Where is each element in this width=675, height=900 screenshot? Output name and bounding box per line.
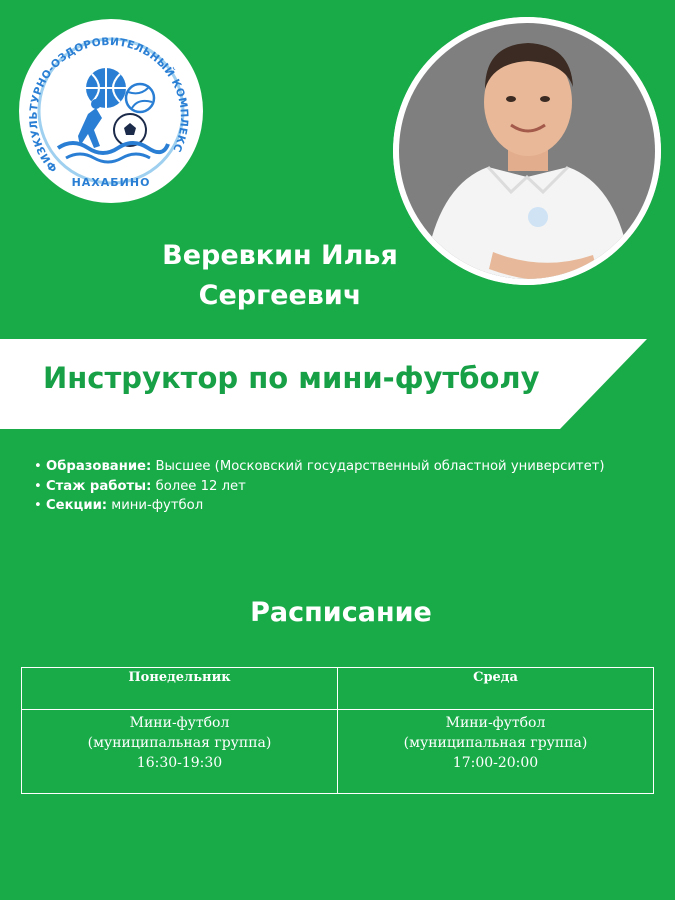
name-line-2: Сергеевич: [198, 280, 362, 311]
schedule-title: Расписание: [250, 597, 432, 628]
session-cell: [22, 710, 338, 794]
day-header: Среда: [338, 668, 654, 710]
info-label: Образование:: [45, 459, 152, 474]
name-line-1: Веревкин Илья: [162, 240, 398, 271]
info-list: [34, 457, 654, 516]
info-value: мини-футбол: [107, 498, 204, 513]
info-label: Секции:: [45, 498, 108, 513]
info-label: Стаж работы:: [45, 478, 152, 494]
session-group: (муниципальная группа): [87, 735, 272, 751]
position-title: Инструктор по мини-футболу: [43, 361, 540, 395]
info-item-education: • Образование: Высшее (Московский государственный областной университет): [34, 459, 605, 474]
info-value: Высшее (Московский государственный областной университет): [151, 459, 605, 474]
logo-ring-text: ФИЗКУЛЬТУРНО-ОЗДОРОВИТЕЛЬНЫЙ КОМПЛЕКС: [27, 35, 190, 175]
table-row: [22, 710, 654, 794]
info-item-experience: • Стаж работы: более 12 лет: [34, 478, 246, 494]
session-time: 16:30-19:30: [136, 755, 223, 771]
session-activity: Мини-футбол: [445, 715, 546, 731]
table-header-row: [22, 668, 654, 710]
day-header: Понедельник: [22, 668, 338, 710]
complex-logo-emblem: [18, 18, 204, 204]
instructor-name: [90, 236, 470, 316]
session-time: 17:00-20:00: [452, 755, 539, 771]
info-value: более 12 лет: [151, 478, 246, 494]
schedule-table: [21, 667, 654, 794]
logo-bottom-text: НАХАБИНО: [71, 176, 151, 189]
session-group: (муниципальная группа): [403, 735, 588, 751]
info-item-sections: • Секции: мини-футбол: [34, 498, 204, 513]
session-cell: [338, 710, 654, 794]
complex-logo: [18, 18, 204, 204]
session-activity: Мини-футбол: [129, 715, 230, 731]
position-banner: [0, 339, 647, 429]
